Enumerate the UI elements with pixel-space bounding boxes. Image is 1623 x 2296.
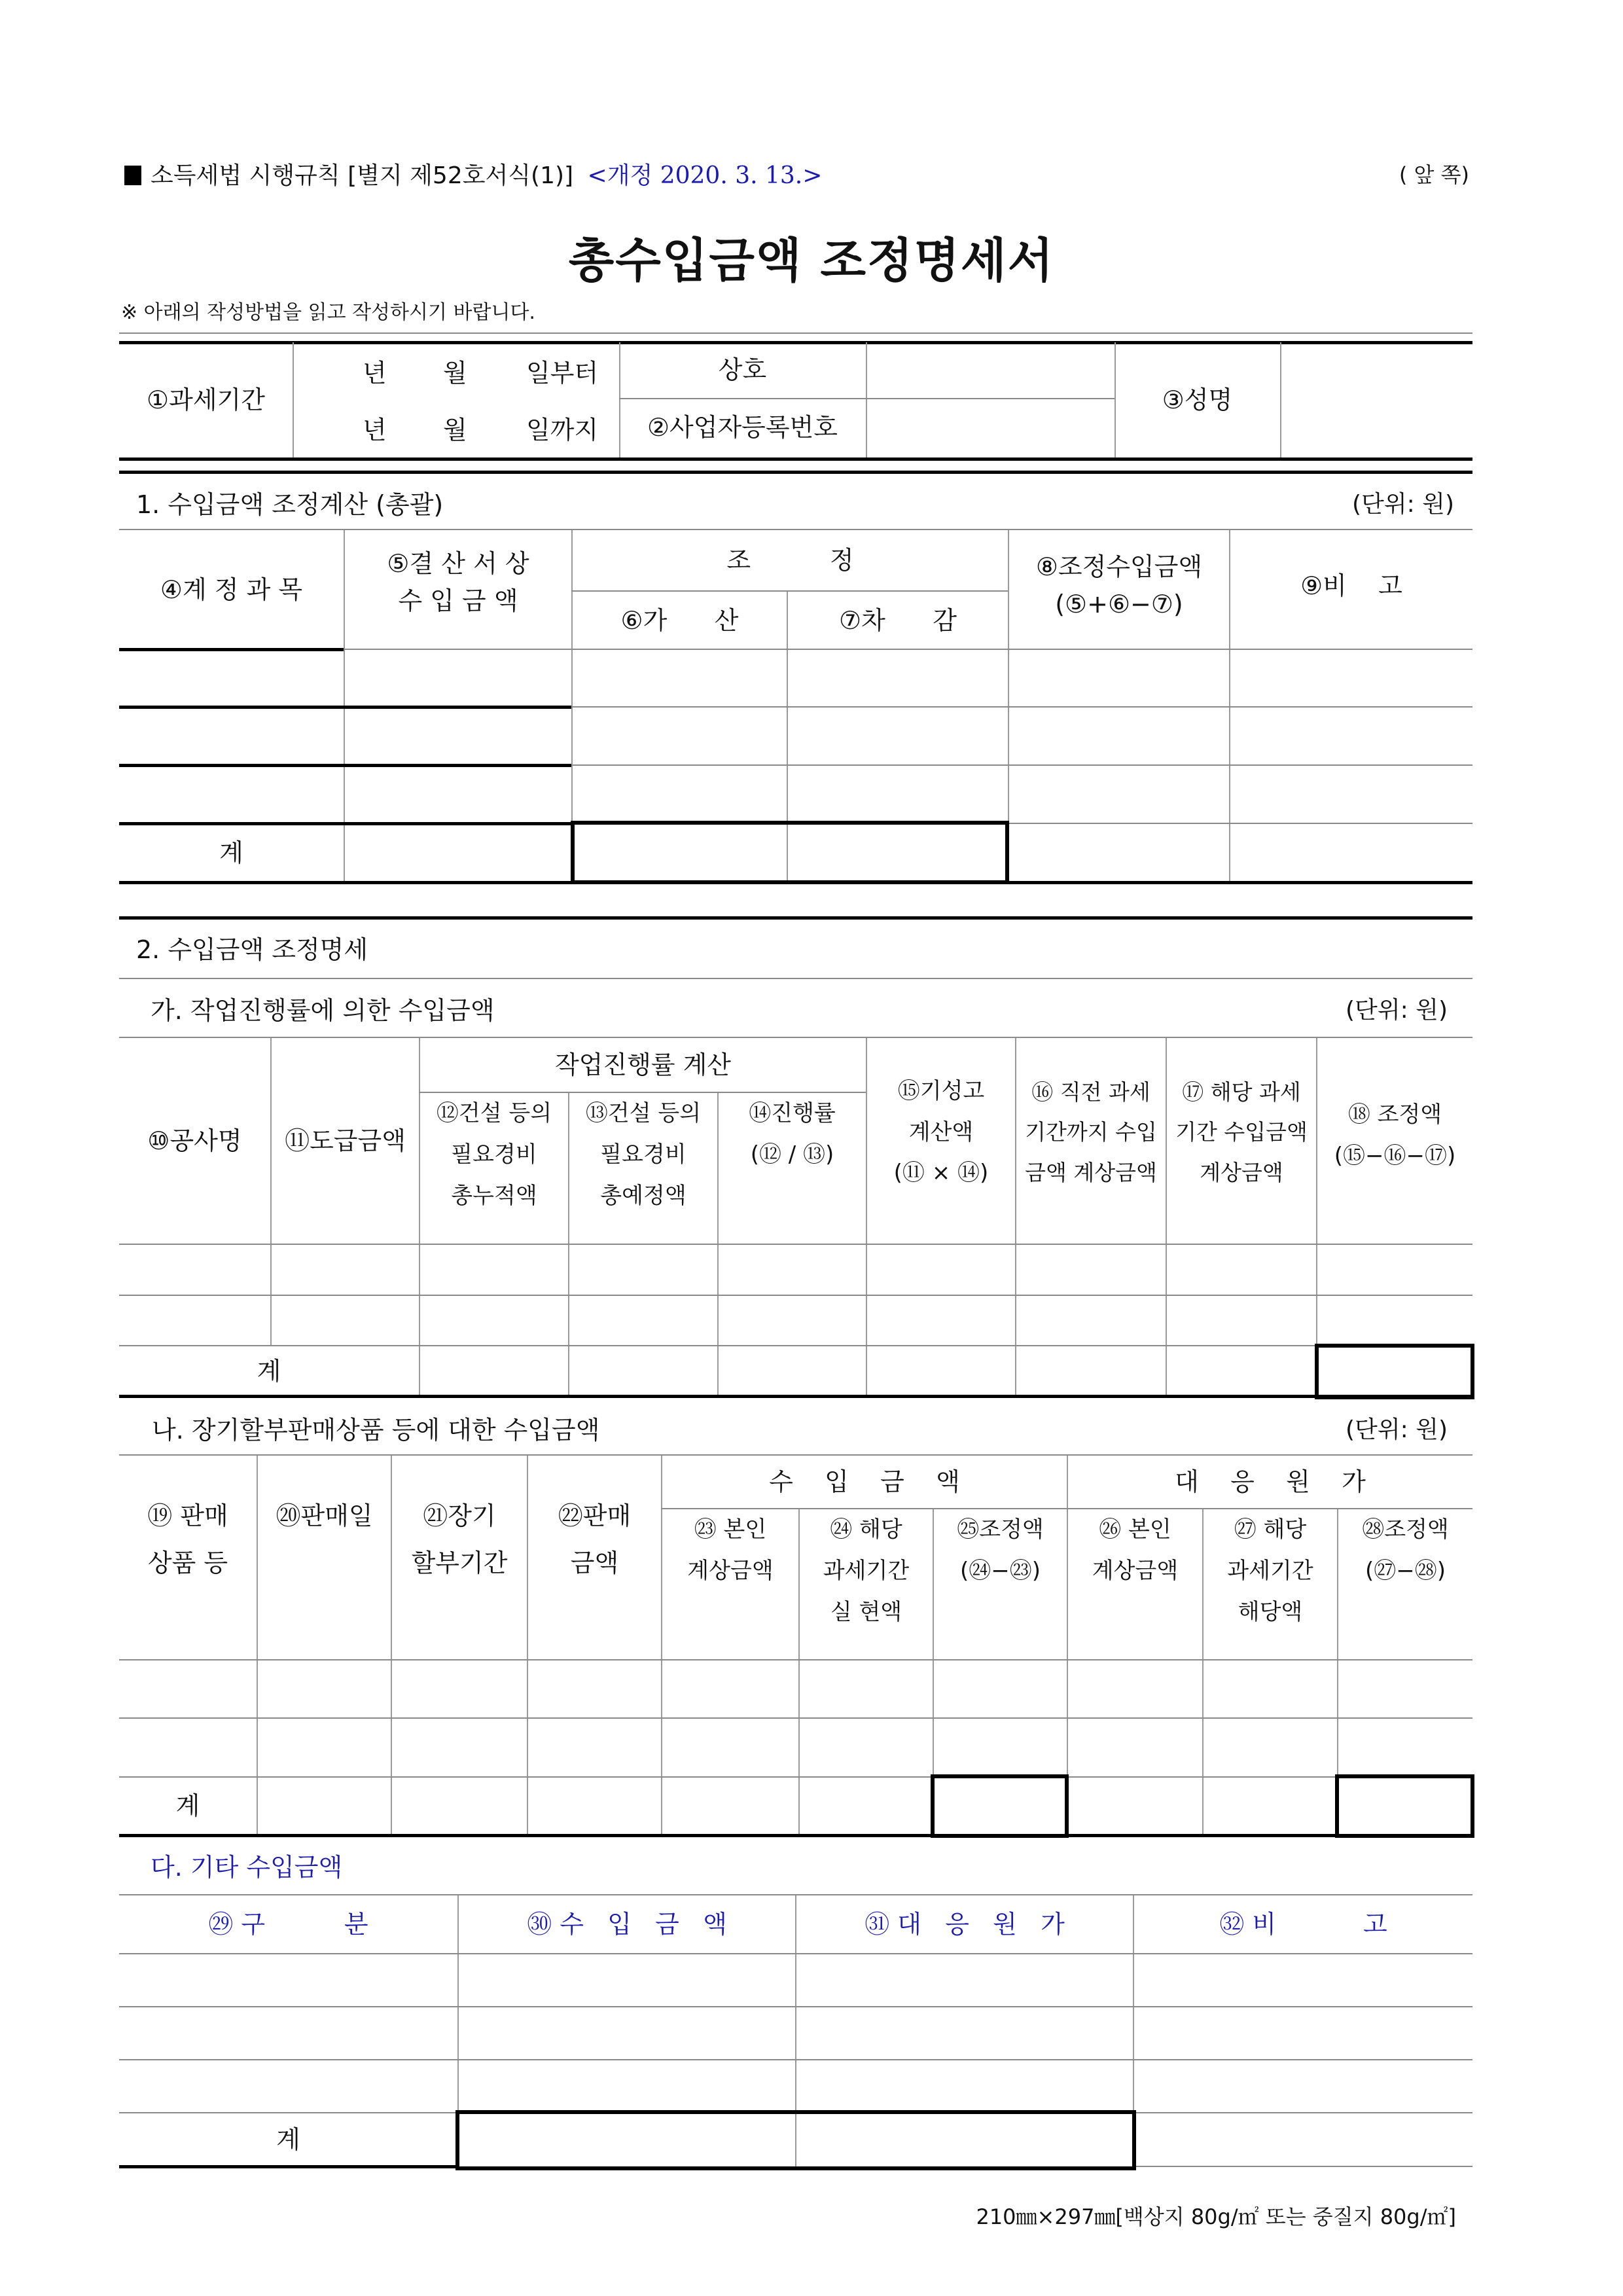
divider — [1008, 823, 1472, 824]
current-period-header: ⑰ 해당 과세 기간 수입금액 계상금액 — [1175, 1079, 1308, 1185]
section2c-title: 다. 기타 수입금액 — [151, 1853, 343, 1882]
adjustment-header: ⑱ 조정액 (⑮−⑯−⑰) — [1334, 1102, 1456, 1169]
installment-period-header: ㉑장기 할부기간 — [411, 1501, 508, 1578]
revenue-own-header: ㉓ 본인 계상금액 — [687, 1516, 774, 1584]
section1-total-label: 계 — [219, 838, 243, 867]
revenue-adjust-total-box — [931, 1774, 1069, 1838]
divider — [119, 978, 1472, 979]
account-header: ④계 정 과 목 — [160, 575, 303, 604]
section2a-row-2[interactable] — [119, 1296, 1472, 1345]
section2a-title: 가. 작업진행률에 의한 수입금액 — [151, 996, 495, 1025]
cost-group-header: 대 응 원 가 — [1175, 1467, 1366, 1496]
completed-amount-header: ⑮기성고 계산액 (⑪ × ⑭) — [893, 1077, 989, 1187]
sale-date-header: ⑳판매일 — [276, 1501, 373, 1530]
page-title: 총수입금액 조정명세서 — [568, 233, 1055, 288]
total-adjust-box — [571, 821, 1009, 884]
revenue-group-header: 수 입 금 액 — [769, 1467, 960, 1496]
goods-header: ⑲ 판매 상품 등 — [147, 1501, 228, 1578]
sale-amount-header: ㉒판매 금액 — [558, 1501, 632, 1578]
square-bullet-icon — [124, 166, 141, 185]
divider — [119, 1834, 1472, 1837]
section1-unit: (단위: 원) — [1352, 491, 1454, 518]
cost-own-header: ㉖ 본인 계상금액 — [1092, 1516, 1179, 1584]
section1-row-3[interactable] — [119, 766, 1472, 822]
estimated-cost-header: ⑬건설 등의 필요경비 총예정액 — [585, 1100, 702, 1209]
section1-title: 1. 수입금액 조정계산 (총괄) — [136, 490, 444, 519]
divider — [1133, 2166, 1472, 2167]
add-header: ⑥가 산 — [620, 605, 739, 635]
revenue-header: ㉚ 수 입 금 액 — [527, 1909, 727, 1939]
section2c-total-label: 계 — [276, 2125, 300, 2154]
divider — [119, 457, 1472, 461]
other-revenue-total-box — [455, 2110, 1136, 2170]
revenue-adjust-header: ㉕조정액 (㉔−㉓) — [957, 1516, 1044, 1584]
section2-title: 2. 수입금액 조정명세 — [136, 935, 368, 964]
section1-row-1[interactable] — [119, 650, 1472, 706]
period-to[interactable]: 년 월 일까지 — [363, 416, 599, 444]
prior-period-header: ⑯ 직전 과세 기간까지 수입 금액 계상금액 — [1025, 1079, 1157, 1185]
form-reference: 소득세법 시행규칙 [별지 제52호서식(1)] <개정 2020. 3. 13.> — [124, 157, 822, 190]
progress-calc-header: 작업진행률 계산 — [554, 1050, 732, 1079]
section2c-row-1[interactable] — [119, 1954, 1472, 2006]
adjustment-total-box — [1315, 1344, 1474, 1399]
progress-rate-header: ⑭진행률 (⑫ / ⑬) — [749, 1100, 836, 1168]
divider — [571, 706, 1472, 708]
company-name-field[interactable] — [867, 342, 1115, 398]
revision-date: <개정 2020. 3. 13.> — [587, 162, 823, 189]
section1-row-2[interactable] — [119, 708, 1472, 764]
section2c-row-3[interactable] — [119, 2060, 1472, 2112]
paper-spec: 210㎜×297㎜[백상지 80g/㎡ 또는 중질지 80g/㎡] — [976, 2204, 1456, 2229]
project-name-header: ⑩공사명 — [147, 1126, 242, 1156]
page-side: ( 앞 쪽) — [1399, 162, 1469, 187]
tax-period-label: ①과세기간 — [147, 385, 265, 414]
revenue-actual-header: ㉔ 해당 과세기간 실 현액 — [823, 1516, 910, 1625]
contract-amount-header: ⑪도급금액 — [285, 1126, 406, 1156]
divider — [119, 332, 1472, 334]
divider — [119, 916, 1472, 920]
cumulative-cost-header: ⑫건설 등의 필요경비 총누적액 — [436, 1100, 552, 1209]
name-field[interactable] — [1281, 342, 1472, 457]
category-header: ㉙ 구 분 — [208, 1909, 368, 1939]
section2a-unit: (단위: 원) — [1346, 997, 1448, 1024]
remarks-header: ⑨비 고 — [1300, 571, 1402, 600]
instruction-note: ※ 아래의 작성방법을 읽고 작성하시기 바랍니다. — [121, 301, 535, 324]
cost-header: ㉛ 대 응 원 가 — [865, 1909, 1065, 1939]
cost-adjust-total-box — [1335, 1774, 1474, 1838]
company-name-label: 상호 — [718, 355, 767, 385]
section2b-row-2[interactable] — [119, 1719, 1472, 1776]
remarks-header-c: ㉜ 비 고 — [1219, 1909, 1387, 1939]
adjust-header: 조 정 — [726, 545, 854, 575]
cost-period-header: ㉗ 해당 과세기간 해당액 — [1227, 1516, 1313, 1625]
cost-adjust-header: ㉘조정액 (㉗−㉘) — [1362, 1516, 1449, 1584]
period-from[interactable]: 년 월 일부터 — [363, 359, 599, 387]
section2b-unit: (단위: 원) — [1346, 1416, 1448, 1443]
deduct-header: ⑦차 감 — [839, 605, 957, 635]
section2b-row-1[interactable] — [119, 1660, 1472, 1717]
section2b-title: 나. 장기할부판매상품 등에 대한 수입금액 — [152, 1416, 600, 1444]
divider — [119, 1776, 1472, 1778]
name-label: ③성명 — [1162, 385, 1233, 414]
bizno-label: ②사업자등록번호 — [647, 413, 838, 442]
divider — [571, 764, 1472, 766]
book-amount-header: ⑤결 산 서 상 수 입 금 액 — [387, 549, 529, 615]
section2c-row-2[interactable] — [119, 2007, 1472, 2059]
section2a-total-label: 계 — [257, 1356, 281, 1386]
section2a-row-1[interactable] — [119, 1245, 1472, 1295]
adjusted-amount-header: ⑧조정수입금액 (⑤+⑥−⑦) — [1035, 552, 1203, 619]
section2b-total-label: 계 — [175, 1791, 200, 1820]
divider — [119, 471, 1472, 474]
bizno-field[interactable] — [867, 398, 1115, 457]
